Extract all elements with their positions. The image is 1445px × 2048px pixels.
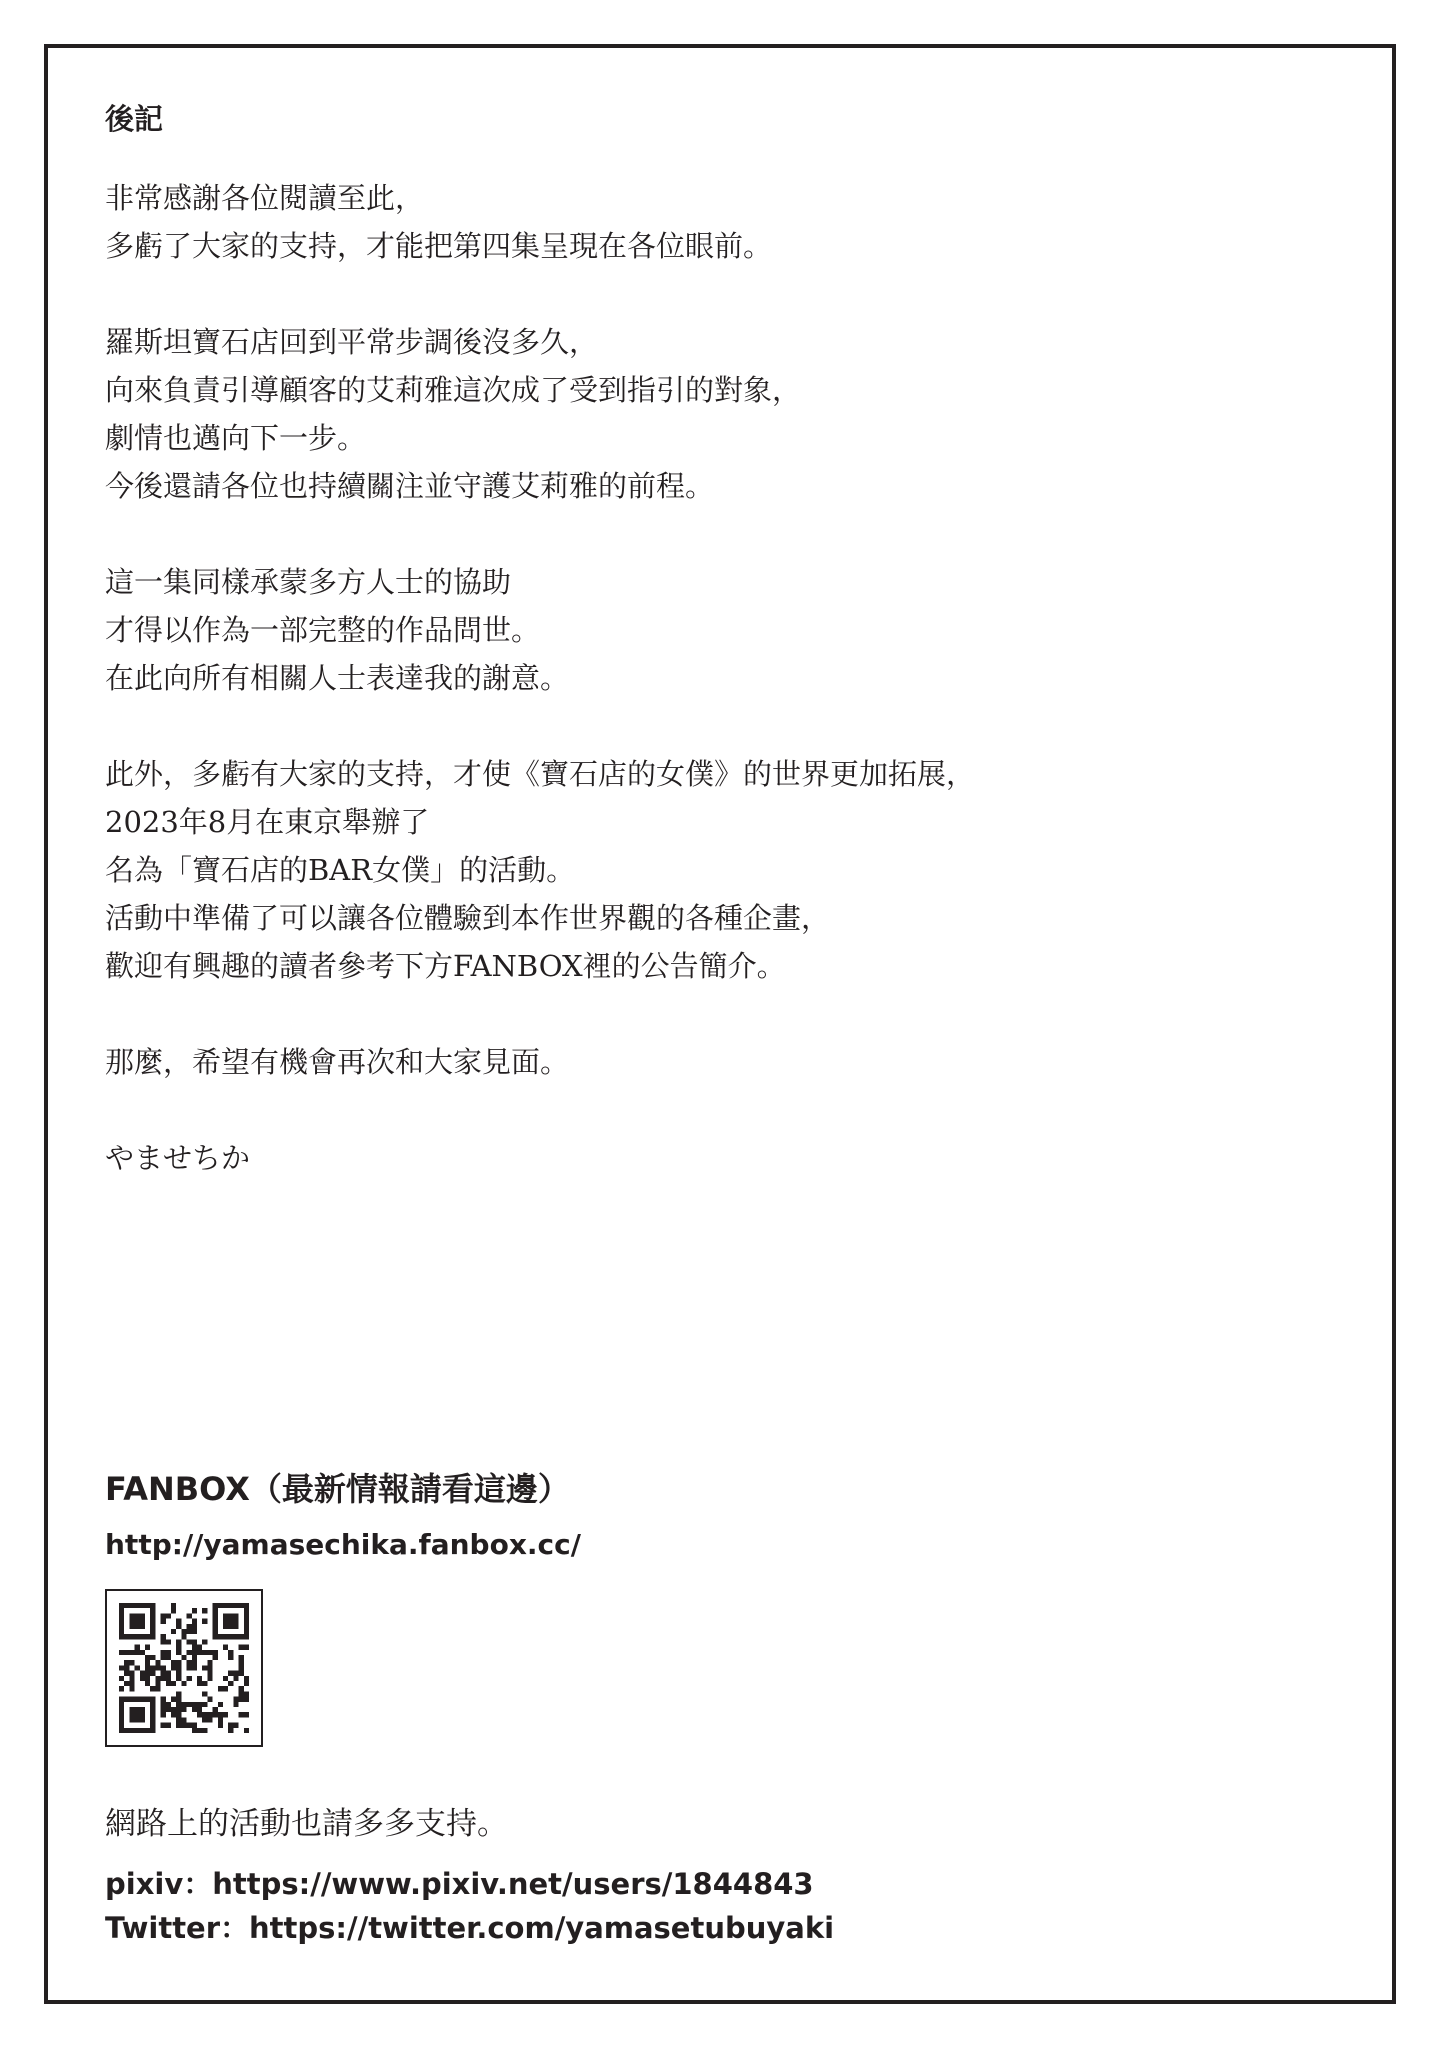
text-line: 名為「寶石店的BAR女僕」的活動。 <box>105 853 576 887</box>
qr-code-icon <box>119 1603 249 1733</box>
text-line: 多虧了大家的支持，才能把第四集呈現在各位眼前。 <box>105 229 773 263</box>
fanbox-link[interactable]: http://yamasechika.fanbox.cc/ <box>105 1528 581 1561</box>
afterword-body <box>105 96 1325 1182</box>
text-line: 這一集同樣承蒙多方人士的協助 <box>105 565 512 599</box>
online-heading: 網路上的活動也請多多支持。 <box>105 1806 508 1842</box>
text-line: 那麼，希望有機會再次和大家見面。 <box>105 1045 570 1079</box>
text-line: 在此向所有相關人士表達我的謝意。 <box>105 661 570 695</box>
paragraph-event <box>105 750 1325 990</box>
text-line: 此外，多虧有大家的支持，才使《寶石店的女僕》的世界更加拓展， <box>105 757 976 791</box>
author-signature: やませちか <box>105 1141 251 1175</box>
text-line: 劇情也邁向下一步。 <box>105 421 367 455</box>
page-title: 後記 <box>105 102 164 136</box>
fanbox-heading: FANBOX（最新情報請看這邊） <box>105 1470 570 1508</box>
pixiv-link[interactable]: pixiv：https://www.pixiv.net/users/1844843 <box>105 1867 814 1901</box>
twitter-link[interactable]: Twitter：https://twitter.com/yamasetubuyaki <box>105 1911 835 1945</box>
text-line: 向來負責引導顧客的艾莉雅這次成了受到指引的對象， <box>105 373 802 407</box>
paragraph-farewell <box>105 1038 1325 1086</box>
paragraph-thanks <box>105 174 1325 270</box>
text-line: 歡迎有興趣的讀者參考下方FANBOX裡的公告簡介。 <box>105 949 786 983</box>
online-section <box>105 1800 1325 1950</box>
text-line: 2023年8月在東京舉辦了 <box>105 805 430 839</box>
text-line: 非常感謝各位閱讀至此， <box>105 181 425 215</box>
text-line: 活動中準備了可以讓各位體驗到本作世界觀的各種企畫， <box>105 901 831 935</box>
text-line: 才得以作為一部完整的作品問世。 <box>105 613 541 647</box>
paragraph-acknowledgements <box>105 558 1325 702</box>
text-line: 今後還請各位也持續關注並守護艾莉雅的前程。 <box>105 469 715 503</box>
fanbox-section <box>105 1465 1325 1747</box>
text-line: 羅斯坦寶石店回到平常步調後沒多久， <box>105 325 599 359</box>
paragraph-story <box>105 318 1325 510</box>
qr-code <box>105 1589 263 1747</box>
